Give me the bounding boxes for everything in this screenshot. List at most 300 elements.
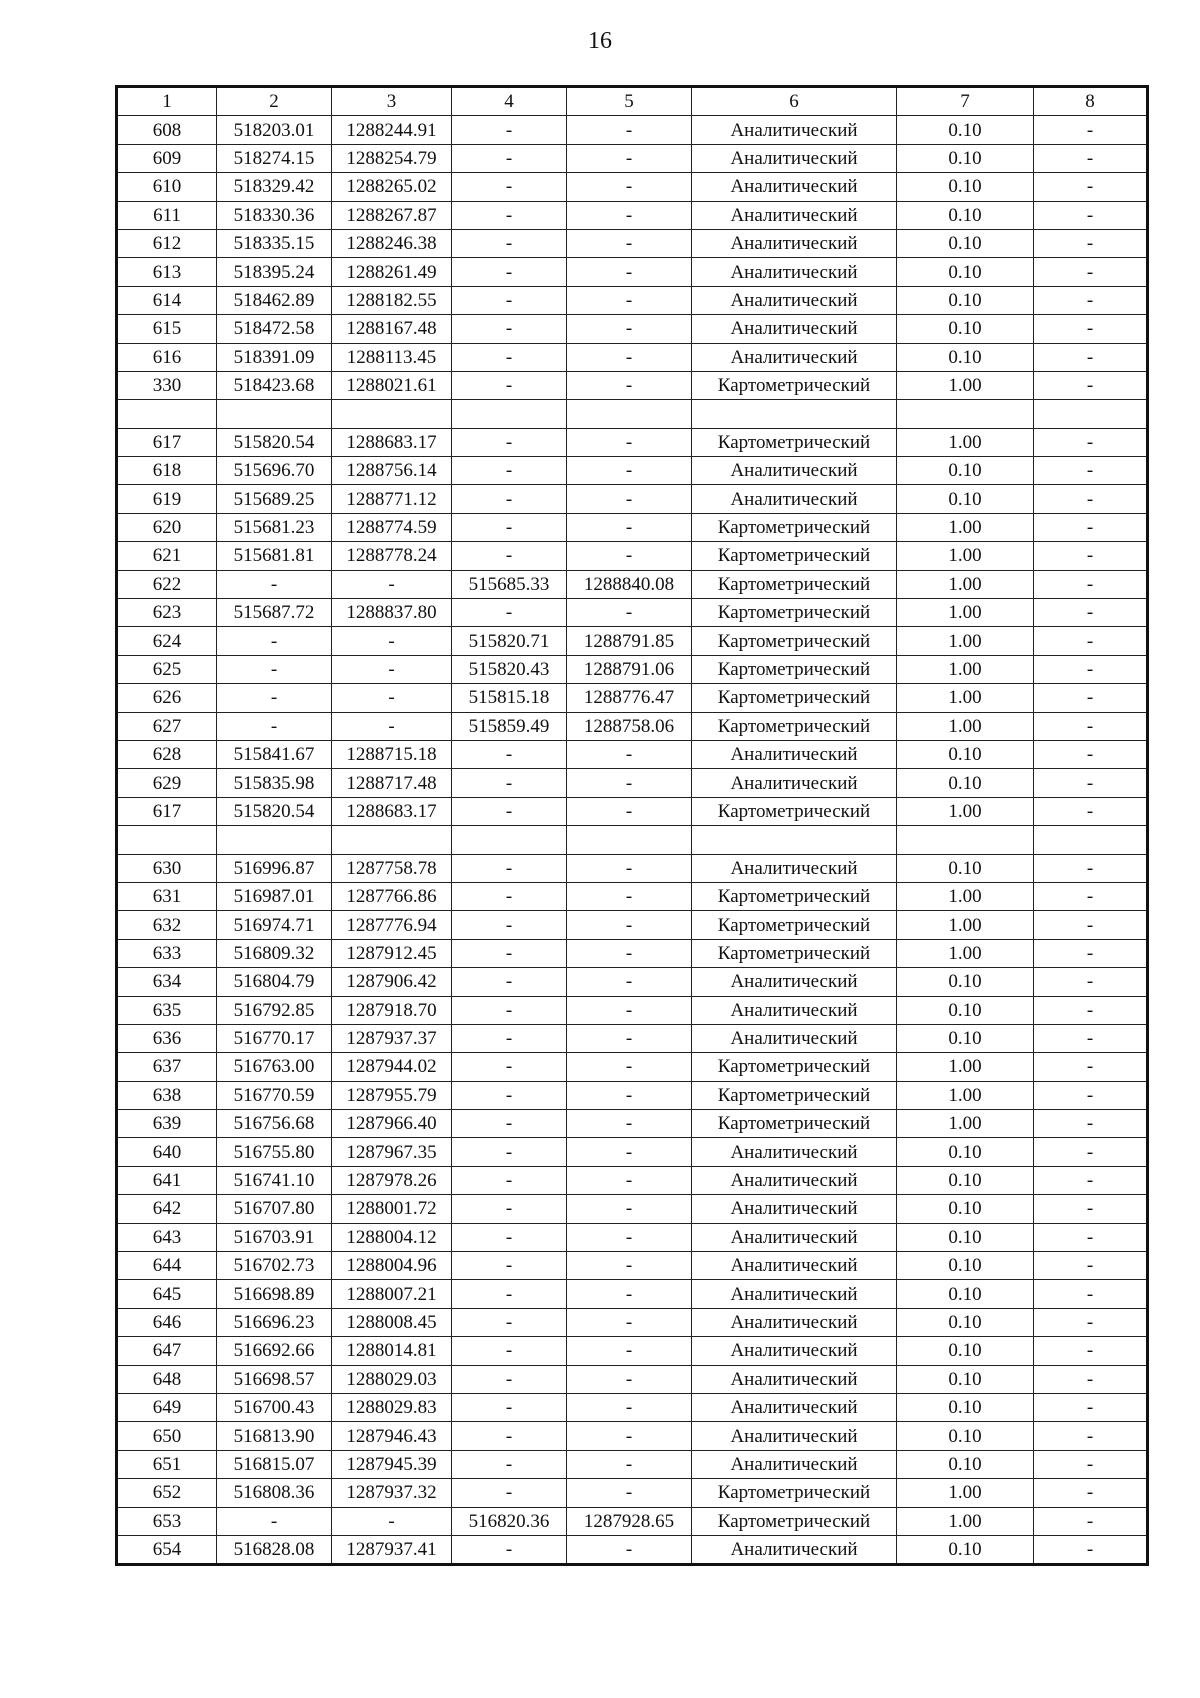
y-coordinate-cell: - [332, 627, 452, 655]
point-number-cell: 617 [117, 797, 217, 825]
x-coordinate-cell: 518462.89 [217, 286, 332, 314]
y-alt-coordinate-cell: - [567, 542, 692, 570]
method-cell: Картометрический [692, 1053, 897, 1081]
table-row [117, 201, 1148, 229]
x-coordinate-cell: 516828.08 [217, 1535, 332, 1564]
note-cell: - [1034, 1393, 1148, 1421]
point-number-cell: 638 [117, 1081, 217, 1109]
x-coordinate-cell: 515681.81 [217, 542, 332, 570]
accuracy-cell: 0.10 [897, 996, 1034, 1024]
table-row [117, 1280, 1148, 1308]
x-coordinate-cell: 516813.90 [217, 1422, 332, 1450]
x-coordinate-cell: - [217, 712, 332, 740]
x-alt-coordinate-cell: - [452, 882, 567, 910]
method-cell: Картометрический [692, 371, 897, 399]
table-row [117, 712, 1148, 740]
y-coordinate-cell: 1288756.14 [332, 457, 452, 485]
x-alt-coordinate-cell: - [452, 371, 567, 399]
y-coordinate-cell: 1288771.12 [332, 485, 452, 513]
note-cell: - [1034, 911, 1148, 939]
x-alt-coordinate-cell: - [452, 1024, 567, 1052]
x-coordinate-cell: 518423.68 [217, 371, 332, 399]
y-coordinate-cell: - [332, 712, 452, 740]
x-coordinate-cell: 518391.09 [217, 343, 332, 371]
x-alt-coordinate-cell: - [452, 343, 567, 371]
table-row [117, 1365, 1148, 1393]
y-alt-coordinate-cell: - [567, 1138, 692, 1166]
y-coordinate-cell: 1288778.24 [332, 542, 452, 570]
accuracy-cell: 0.10 [897, 116, 1034, 144]
y-alt-coordinate-cell: - [567, 599, 692, 627]
method-cell: Картометрический [692, 513, 897, 541]
note-cell: - [1034, 1479, 1148, 1507]
method-cell: Аналитический [692, 1280, 897, 1308]
y-alt-coordinate-cell: - [567, 315, 692, 343]
note-cell: - [1034, 1280, 1148, 1308]
point-number-cell: 610 [117, 173, 217, 201]
y-coordinate-cell: 1287967.35 [332, 1138, 452, 1166]
x-coordinate-cell: 518335.15 [217, 229, 332, 257]
note-cell: - [1034, 201, 1148, 229]
y-coordinate-cell: 1288246.38 [332, 229, 452, 257]
x-alt-coordinate-cell: - [452, 315, 567, 343]
x-alt-coordinate-cell: - [452, 1252, 567, 1280]
accuracy-cell: 1.00 [897, 428, 1034, 456]
accuracy-cell: 1.00 [897, 939, 1034, 967]
table-row [117, 1507, 1148, 1535]
x-coordinate-cell: 516698.57 [217, 1365, 332, 1393]
point-number-cell: 624 [117, 627, 217, 655]
x-alt-coordinate-cell [452, 826, 567, 854]
y-alt-coordinate-cell: - [567, 116, 692, 144]
x-coordinate-cell: 516741.10 [217, 1166, 332, 1194]
method-cell: Картометрический [692, 655, 897, 683]
note-cell: - [1034, 1422, 1148, 1450]
y-alt-coordinate-cell: 1288758.06 [567, 712, 692, 740]
accuracy-cell: 0.10 [897, 740, 1034, 768]
note-cell: - [1034, 627, 1148, 655]
x-coordinate-cell: 518274.15 [217, 144, 332, 172]
table-row [117, 1479, 1148, 1507]
x-coordinate-cell: 515835.98 [217, 769, 332, 797]
y-coordinate-cell: - [332, 684, 452, 712]
table-row [117, 457, 1148, 485]
method-cell: Картометрический [692, 599, 897, 627]
note-cell [1034, 400, 1148, 428]
y-coordinate-cell: 1287766.86 [332, 882, 452, 910]
note-cell: - [1034, 1337, 1148, 1365]
table-row [117, 1393, 1148, 1421]
x-alt-coordinate-cell: - [452, 173, 567, 201]
x-alt-coordinate-cell: - [452, 769, 567, 797]
method-cell: Аналитический [692, 229, 897, 257]
table-header-row [117, 87, 1148, 116]
point-number-cell: 626 [117, 684, 217, 712]
x-alt-coordinate-cell: - [452, 1479, 567, 1507]
x-alt-coordinate-cell: - [452, 740, 567, 768]
point-number-cell: 628 [117, 740, 217, 768]
accuracy-cell: 0.10 [897, 854, 1034, 882]
y-coordinate-cell: 1288715.18 [332, 740, 452, 768]
method-cell: Аналитический [692, 1535, 897, 1564]
y-alt-coordinate-cell: - [567, 1280, 692, 1308]
table-row [117, 315, 1148, 343]
table-row [117, 599, 1148, 627]
accuracy-cell: 1.00 [897, 599, 1034, 627]
y-alt-coordinate-cell [567, 826, 692, 854]
point-number-cell: 650 [117, 1422, 217, 1450]
y-coordinate-cell: 1288683.17 [332, 797, 452, 825]
point-number-cell: 641 [117, 1166, 217, 1194]
y-alt-coordinate-cell: - [567, 428, 692, 456]
accuracy-cell: 0.10 [897, 258, 1034, 286]
method-cell: Аналитический [692, 1337, 897, 1365]
method-cell: Картометрический [692, 428, 897, 456]
x-alt-coordinate-cell: - [452, 201, 567, 229]
method-cell: Картометрический [692, 1507, 897, 1535]
accuracy-cell: 0.10 [897, 485, 1034, 513]
x-coordinate-cell: - [217, 655, 332, 683]
point-number-cell: 637 [117, 1053, 217, 1081]
note-cell: - [1034, 996, 1148, 1024]
x-coordinate-cell: 516700.43 [217, 1393, 332, 1421]
table-row [117, 116, 1148, 144]
note-cell: - [1034, 116, 1148, 144]
table-row [117, 911, 1148, 939]
method-cell: Аналитический [692, 968, 897, 996]
x-alt-coordinate-cell: 515815.18 [452, 684, 567, 712]
method-cell [692, 826, 897, 854]
accuracy-cell: 0.10 [897, 1166, 1034, 1194]
table-row [117, 144, 1148, 172]
y-alt-coordinate-cell: - [567, 286, 692, 314]
y-alt-coordinate-cell: - [567, 173, 692, 201]
x-coordinate-cell: 515820.54 [217, 797, 332, 825]
table-row [117, 1308, 1148, 1336]
accuracy-cell: 1.00 [897, 627, 1034, 655]
note-cell: - [1034, 1535, 1148, 1564]
table-row [117, 1223, 1148, 1251]
table-row [117, 1195, 1148, 1223]
note-cell: - [1034, 968, 1148, 996]
note-cell: - [1034, 1024, 1148, 1052]
method-cell: Аналитический [692, 315, 897, 343]
y-coordinate-cell: 1288774.59 [332, 513, 452, 541]
table-row [117, 229, 1148, 257]
y-coordinate-cell: - [332, 655, 452, 683]
table-row [117, 1024, 1148, 1052]
accuracy-cell: 0.10 [897, 144, 1034, 172]
y-coordinate-cell [332, 826, 452, 854]
y-coordinate-cell: 1288001.72 [332, 1195, 452, 1223]
table-row [117, 1252, 1148, 1280]
x-alt-coordinate-cell: - [452, 542, 567, 570]
y-coordinate-cell: 1287758.78 [332, 854, 452, 882]
method-cell: Аналитический [692, 1252, 897, 1280]
note-cell: - [1034, 712, 1148, 740]
y-coordinate-cell: 1288683.17 [332, 428, 452, 456]
y-coordinate-cell: 1288021.61 [332, 371, 452, 399]
point-number-cell: 631 [117, 882, 217, 910]
method-cell: Аналитический [692, 1223, 897, 1251]
table-row [117, 542, 1148, 570]
x-alt-coordinate-cell: - [452, 1223, 567, 1251]
x-alt-coordinate-cell: 515820.43 [452, 655, 567, 683]
y-coordinate-cell: - [332, 1507, 452, 1535]
accuracy-cell: 1.00 [897, 797, 1034, 825]
note-cell: - [1034, 1252, 1148, 1280]
x-coordinate-cell: 515820.54 [217, 428, 332, 456]
y-alt-coordinate-cell: 1288776.47 [567, 684, 692, 712]
accuracy-cell [897, 826, 1034, 854]
accuracy-cell: 0.10 [897, 1252, 1034, 1280]
note-cell: - [1034, 428, 1148, 456]
y-coordinate-cell: 1287937.37 [332, 1024, 452, 1052]
x-coordinate-cell: 518472.58 [217, 315, 332, 343]
point-number-cell: 630 [117, 854, 217, 882]
x-coordinate-cell: 515689.25 [217, 485, 332, 513]
accuracy-cell: 1.00 [897, 684, 1034, 712]
note-cell: - [1034, 457, 1148, 485]
point-number-cell: 644 [117, 1252, 217, 1280]
method-cell: Аналитический [692, 740, 897, 768]
point-number-cell: 634 [117, 968, 217, 996]
accuracy-cell: 1.00 [897, 712, 1034, 740]
note-cell: - [1034, 1138, 1148, 1166]
y-alt-coordinate-cell: - [567, 1365, 692, 1393]
method-cell: Картометрический [692, 684, 897, 712]
x-coordinate-cell: 516792.85 [217, 996, 332, 1024]
x-alt-coordinate-cell: - [452, 854, 567, 882]
y-coordinate-cell: 1288182.55 [332, 286, 452, 314]
coordinates-table [115, 85, 1149, 1566]
y-alt-coordinate-cell: - [567, 1053, 692, 1081]
y-coordinate-cell: 1287906.42 [332, 968, 452, 996]
x-coordinate-cell: 516987.01 [217, 882, 332, 910]
accuracy-cell: 0.10 [897, 1195, 1034, 1223]
note-cell: - [1034, 258, 1148, 286]
accuracy-cell: 0.10 [897, 1138, 1034, 1166]
method-cell: Аналитический [692, 1422, 897, 1450]
x-coordinate-cell: 516815.07 [217, 1450, 332, 1478]
note-cell: - [1034, 1195, 1148, 1223]
method-cell: Аналитический [692, 286, 897, 314]
accuracy-cell: 1.00 [897, 1081, 1034, 1109]
point-number-cell: 616 [117, 343, 217, 371]
y-coordinate-cell: 1288014.81 [332, 1337, 452, 1365]
y-alt-coordinate-cell [567, 400, 692, 428]
table-row [117, 343, 1148, 371]
x-coordinate-cell: 516996.87 [217, 854, 332, 882]
y-alt-coordinate-cell: - [567, 1535, 692, 1564]
x-alt-coordinate-cell: - [452, 1166, 567, 1194]
note-cell: - [1034, 1053, 1148, 1081]
x-coordinate-cell: 516692.66 [217, 1337, 332, 1365]
point-number-cell: 642 [117, 1195, 217, 1223]
accuracy-cell: 0.10 [897, 1450, 1034, 1478]
point-number-cell [117, 826, 217, 854]
x-coordinate-cell: 516763.00 [217, 1053, 332, 1081]
point-number-cell: 648 [117, 1365, 217, 1393]
x-coordinate-cell: 515681.23 [217, 513, 332, 541]
y-coordinate-cell: 1288244.91 [332, 116, 452, 144]
y-alt-coordinate-cell: - [567, 854, 692, 882]
method-cell: Аналитический [692, 258, 897, 286]
note-cell: - [1034, 371, 1148, 399]
y-alt-coordinate-cell: - [567, 1450, 692, 1478]
y-alt-coordinate-cell: - [567, 457, 692, 485]
table-row [117, 939, 1148, 967]
accuracy-cell: 1.00 [897, 542, 1034, 570]
y-alt-coordinate-cell: - [567, 1110, 692, 1138]
y-coordinate-cell: 1287912.45 [332, 939, 452, 967]
x-coordinate-cell [217, 826, 332, 854]
x-coordinate-cell: 515696.70 [217, 457, 332, 485]
y-alt-coordinate-cell: - [567, 968, 692, 996]
note-cell: - [1034, 542, 1148, 570]
point-number-cell: 330 [117, 371, 217, 399]
accuracy-cell: 0.10 [897, 457, 1034, 485]
method-cell: Аналитический [692, 1365, 897, 1393]
point-number-cell: 636 [117, 1024, 217, 1052]
point-number-cell: 609 [117, 144, 217, 172]
note-cell: - [1034, 343, 1148, 371]
accuracy-cell: 0.10 [897, 1337, 1034, 1365]
x-alt-coordinate-cell: - [452, 229, 567, 257]
y-coordinate-cell: 1287946.43 [332, 1422, 452, 1450]
y-coordinate-cell: 1288004.96 [332, 1252, 452, 1280]
column-header-8: 8 [1034, 87, 1148, 116]
column-header-3: 3 [332, 87, 452, 116]
x-coordinate-cell: 516974.71 [217, 911, 332, 939]
point-number-cell: 620 [117, 513, 217, 541]
accuracy-cell: 0.10 [897, 173, 1034, 201]
method-cell: Картометрический [692, 542, 897, 570]
x-alt-coordinate-cell: - [452, 1365, 567, 1393]
x-coordinate-cell: 516707.80 [217, 1195, 332, 1223]
point-number-cell: 608 [117, 116, 217, 144]
accuracy-cell: 1.00 [897, 1053, 1034, 1081]
y-alt-coordinate-cell: - [567, 1393, 692, 1421]
note-cell: - [1034, 655, 1148, 683]
y-coordinate-cell: 1288007.21 [332, 1280, 452, 1308]
note-cell: - [1034, 1223, 1148, 1251]
table-row [117, 769, 1148, 797]
accuracy-cell: 0.10 [897, 286, 1034, 314]
accuracy-cell: 1.00 [897, 371, 1034, 399]
point-number-cell: 619 [117, 485, 217, 513]
y-alt-coordinate-cell: 1288791.85 [567, 627, 692, 655]
method-cell: Картометрический [692, 1479, 897, 1507]
y-coordinate-cell: 1287978.26 [332, 1166, 452, 1194]
note-cell: - [1034, 854, 1148, 882]
x-alt-coordinate-cell: 516820.36 [452, 1507, 567, 1535]
note-cell: - [1034, 882, 1148, 910]
accuracy-cell: 0.10 [897, 769, 1034, 797]
table-row [117, 1053, 1148, 1081]
point-number-cell: 645 [117, 1280, 217, 1308]
point-number-cell: 613 [117, 258, 217, 286]
y-alt-coordinate-cell: - [567, 513, 692, 541]
table-row [117, 513, 1148, 541]
table-row [117, 996, 1148, 1024]
method-cell: Аналитический [692, 854, 897, 882]
x-alt-coordinate-cell: - [452, 911, 567, 939]
method-cell: Картометрический [692, 627, 897, 655]
y-alt-coordinate-cell: - [567, 371, 692, 399]
point-number-cell: 635 [117, 996, 217, 1024]
y-alt-coordinate-cell: - [567, 996, 692, 1024]
method-cell: Картометрический [692, 1081, 897, 1109]
point-number-cell: 647 [117, 1337, 217, 1365]
note-cell: - [1034, 1110, 1148, 1138]
y-coordinate-cell: 1288267.87 [332, 201, 452, 229]
table-row [117, 797, 1148, 825]
table-row [117, 1110, 1148, 1138]
x-coordinate-cell: 516698.89 [217, 1280, 332, 1308]
note-cell: - [1034, 769, 1148, 797]
x-alt-coordinate-cell: - [452, 258, 567, 286]
method-cell: Аналитический [692, 1024, 897, 1052]
point-number-cell: 623 [117, 599, 217, 627]
table-row [117, 371, 1148, 399]
y-coordinate-cell: 1288717.48 [332, 769, 452, 797]
x-alt-coordinate-cell: - [452, 1422, 567, 1450]
point-number-cell: 652 [117, 1479, 217, 1507]
x-alt-coordinate-cell: - [452, 1337, 567, 1365]
y-coordinate-cell: 1287955.79 [332, 1081, 452, 1109]
column-header-5: 5 [567, 87, 692, 116]
x-alt-coordinate-cell: - [452, 457, 567, 485]
method-cell: Картометрический [692, 712, 897, 740]
y-alt-coordinate-cell: - [567, 740, 692, 768]
y-alt-coordinate-cell: - [567, 1337, 692, 1365]
page-number: 16 [588, 28, 612, 54]
x-coordinate-cell: 516808.36 [217, 1479, 332, 1507]
y-alt-coordinate-cell: - [567, 144, 692, 172]
accuracy-cell: 0.10 [897, 968, 1034, 996]
x-coordinate-cell: 518203.01 [217, 116, 332, 144]
accuracy-cell: 0.10 [897, 1535, 1034, 1564]
table-row [117, 627, 1148, 655]
x-coordinate-cell: 518395.24 [217, 258, 332, 286]
x-alt-coordinate-cell: - [452, 1110, 567, 1138]
y-alt-coordinate-cell: - [567, 258, 692, 286]
x-coordinate-cell: 516770.17 [217, 1024, 332, 1052]
table-row [117, 1337, 1148, 1365]
column-header-1: 1 [117, 87, 217, 116]
y-alt-coordinate-cell: - [567, 1081, 692, 1109]
note-cell: - [1034, 286, 1148, 314]
note-cell: - [1034, 1507, 1148, 1535]
method-cell: Аналитический [692, 343, 897, 371]
x-alt-coordinate-cell: - [452, 485, 567, 513]
accuracy-cell: 1.00 [897, 882, 1034, 910]
note-cell: - [1034, 1081, 1148, 1109]
y-alt-coordinate-cell: - [567, 485, 692, 513]
point-number-cell: 627 [117, 712, 217, 740]
y-alt-coordinate-cell: - [567, 1479, 692, 1507]
y-coordinate-cell: 1288167.48 [332, 315, 452, 343]
y-alt-coordinate-cell: - [567, 939, 692, 967]
y-alt-coordinate-cell: 1288791.06 [567, 655, 692, 683]
x-coordinate-cell: - [217, 684, 332, 712]
point-number-cell: 612 [117, 229, 217, 257]
x-alt-coordinate-cell: - [452, 1393, 567, 1421]
method-cell: Аналитический [692, 173, 897, 201]
y-alt-coordinate-cell: - [567, 911, 692, 939]
accuracy-cell: 0.10 [897, 1223, 1034, 1251]
